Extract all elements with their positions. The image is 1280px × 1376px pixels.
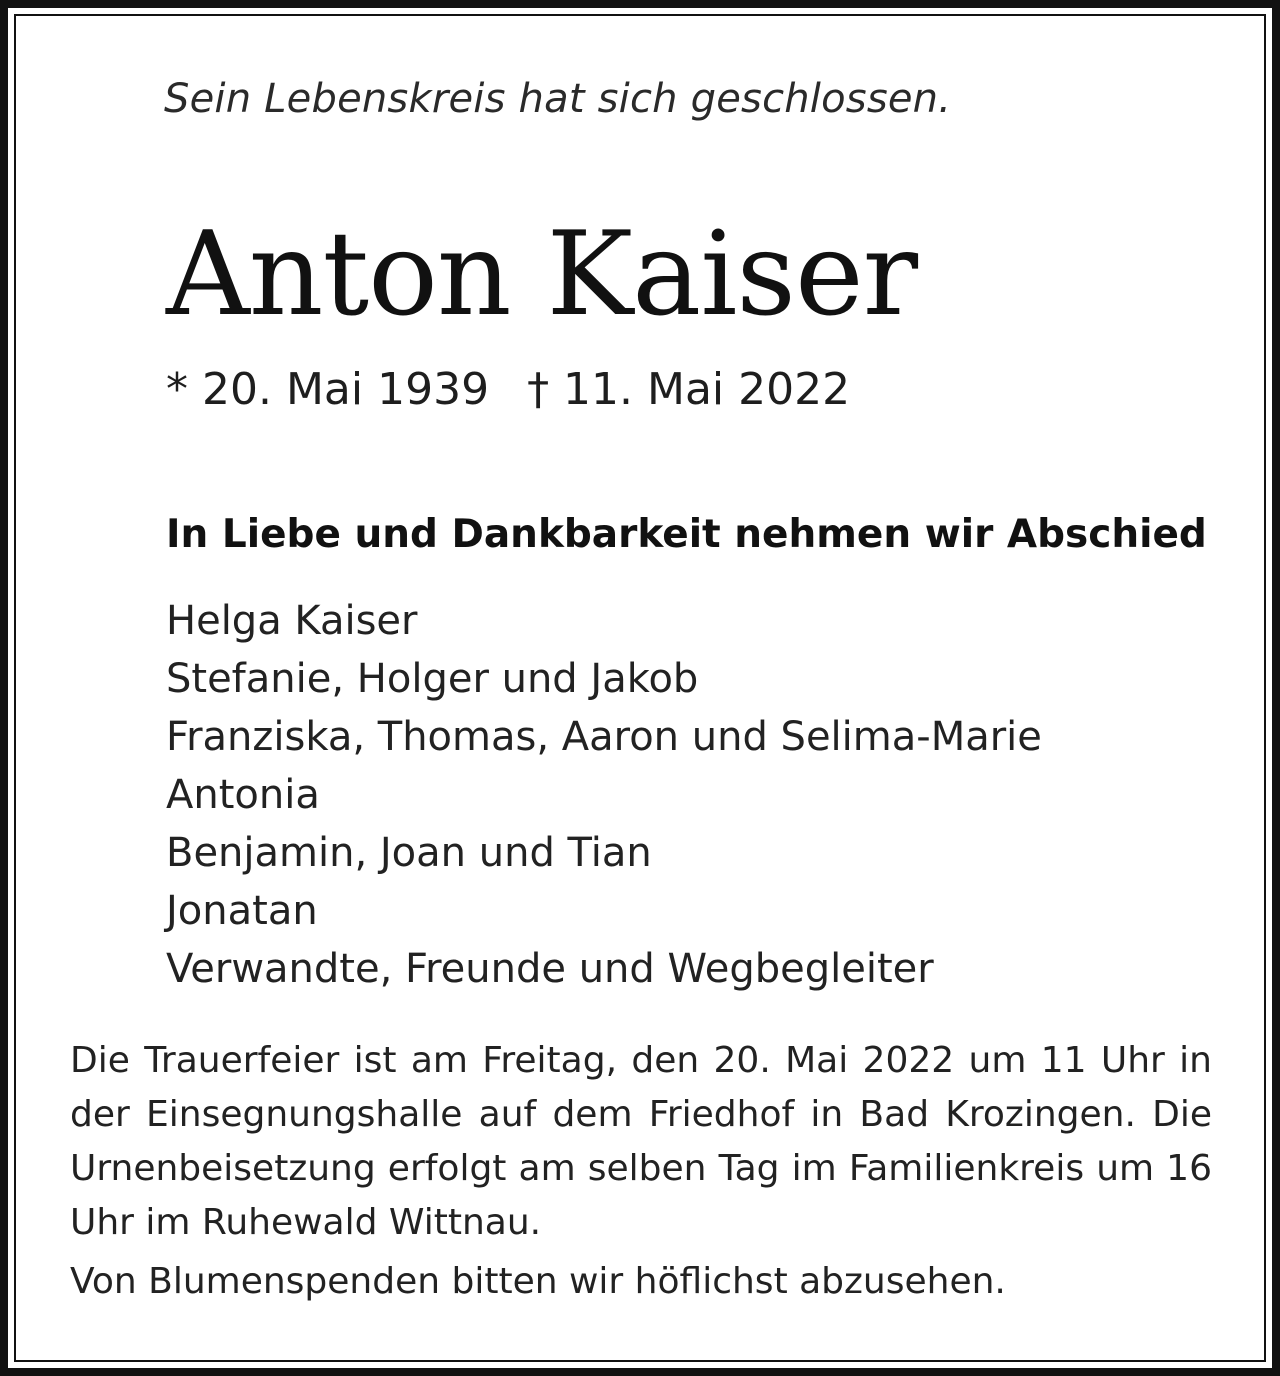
life-dates: [166, 364, 850, 415]
mourner-entry: Jonatan: [166, 888, 318, 934]
mourner-entry: Benjamin, Joan und Tian: [166, 830, 652, 876]
mourners-list: [166, 592, 1042, 998]
flowers-note: Von Blumenspenden bitten wir höflichst abzusehen.: [70, 1261, 1006, 1302]
mourner-entry: Verwandte, Freunde und Wegbegleiter: [166, 946, 934, 992]
mourner-entry: Helga Kaiser: [166, 598, 418, 644]
farewell-heading: In Liebe und Dankbarkeit nehmen wir Abschied: [166, 512, 1207, 557]
motto: Sein Lebenskreis hat sich geschlossen.: [164, 76, 952, 122]
mourner-entry: Antonia: [166, 772, 320, 818]
birth-date: * 20. Mai 1939: [166, 364, 490, 415]
deceased-name: Anton Kaiser: [166, 207, 918, 342]
ceremony-info: Die Trauerfeier ist am Freitag, den 20. Mai 2022 um 11 Uhr in der Einsegnungshalle auf dem Friedhof in Bad Krozingen. Die Urnenbeisetzung erfolgt am selben Tag im Familienkreis um 16 Uhr im Ruhewald Wittnau.: [70, 1040, 1212, 1243]
mourner-entry: Franziska, Thomas, Aaron und Selima-Marie: [166, 714, 1042, 760]
mourner-entry: Stefanie, Holger und Jakob: [166, 656, 699, 702]
death-date: † 11. Mai 2022: [527, 364, 851, 415]
